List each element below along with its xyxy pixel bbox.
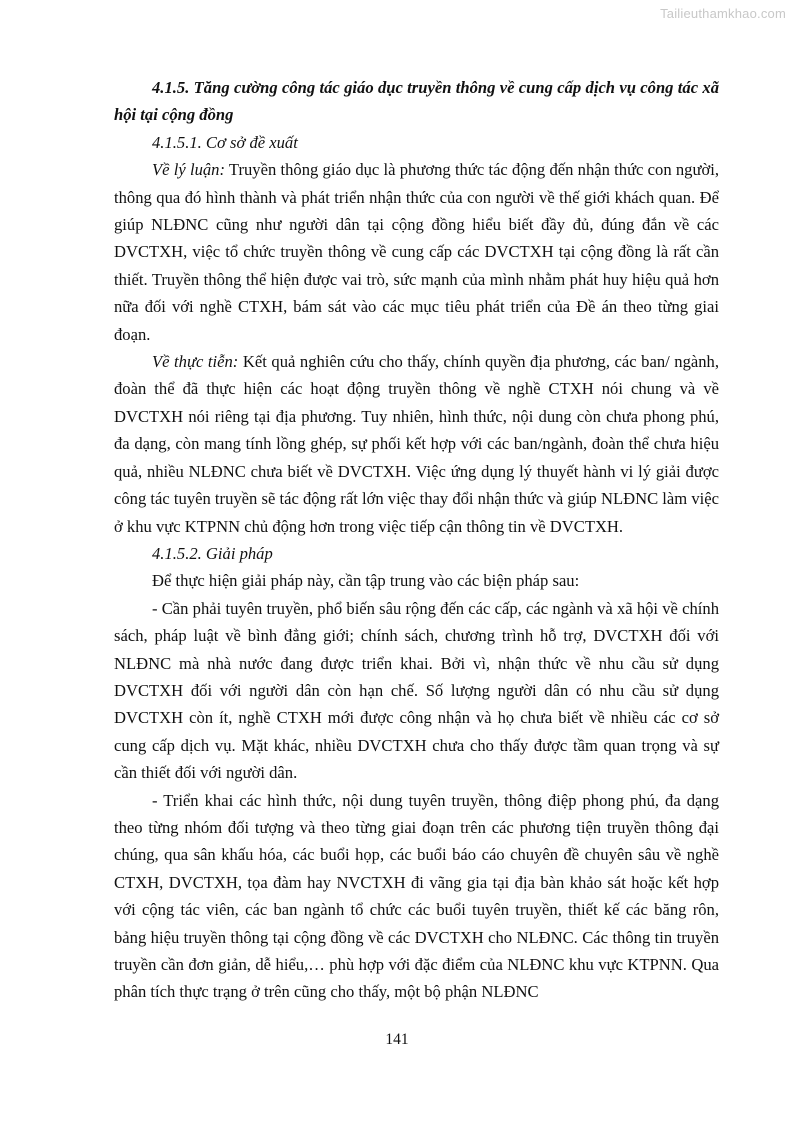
section-heading: 4.1.5. Tăng cường công tác giáo dục truyền thông về cung cấp dịch vụ công tác xã hội tại cộng đồng — [114, 78, 719, 125]
paragraph-theory-text: Truyền thông giáo dục là phương thức tác động đến nhận thức con người, thông qua đó hình thành và phát triển nhận thức của con người về thế giới khách quan. Để giúp NLĐNC cũng như người dân tại cộng đồng hiểu biết đầy đủ, đúng đắn về các DVCTXH, việc tổ chức truyền thông về cung cấp các DVCTXH tại cộng đồng là rất cần thiết. Truyền thông thể hiện được vai trò, sức mạnh của mình nhằm phát huy hiệu quả hơn nữa đối với nghề CTXH, bám sát vào các mục tiêu phát triển của Đề án theo từng giai đoạn. — [114, 160, 719, 344]
paragraph-intro: Để thực hiện giải pháp này, cần tập trung vào các biện pháp sau: — [152, 571, 580, 591]
document-body — [114, 74, 719, 1006]
paragraph-practice-lead: Về thực tiễn: — [152, 352, 239, 372]
paragraph-theory-lead: Về lý luận: — [152, 160, 225, 180]
watermark: Tailieuthamkhao.com — [660, 6, 786, 21]
subsection-heading-solution: 4.1.5.2. Giải pháp — [152, 543, 273, 563]
paragraph-practice-text: Kết quả nghiên cứu cho thấy, chính quyền địa phương, các ban/ ngành, đoàn thể đã thực hiện các hoạt động truyền thông về nghề CTXH nói chung và về DVCTXH nói riêng tại địa phương. Tuy nhiên, hình thức, nội dung còn chưa phong phú, đa dạng, còn mang tính lồng ghép, sự phối kết hợp với các ban/ngành, đoàn thể chưa hiệu quả, nhiều NLĐNC chưa biết về DVCTXH. Việc ứng dụng lý thuyết hành vi lý giải được công tác tuyên truyền sẽ tác động rất lớn việc thay đổi nhận thức và giúp NLĐNC làm việc ở khu vực KTPNN chủ động hơn trong việc tiếp cận thông tin về DVCTXH. — [114, 352, 719, 536]
subsection-heading-basis: 4.1.5.1. Cơ sở đề xuất — [152, 132, 298, 152]
paragraph-practice — [114, 348, 719, 540]
page-number: 141 — [385, 1031, 409, 1048]
paragraph-bullet-2: - Triển khai các hình thức, nội dung tuyên truyền, thông điệp phong phú, đa dạng theo từng nhóm đối tượng và theo từng giai đoạn trên các phương tiện truyền thông đại chúng, qua sân khấu hóa, các buổi họp, các buổi báo cáo chuyên đề chuyên sâu về nghề CTXH, DVCTXH, tọa đàm hay NVCTXH đi vãng gia tại địa bàn khảo sát hoặc kết hợp với cộng tác viên, các ban ngành tổ chức các buổi tuyên truyền, thiết kế các băng rôn, bảng hiệu truyền thông tại cộng đồng về các DVCTXH cho NLĐNC. Các thông tin truyền truyền cần đơn giản, dễ hiểu,… phù hợp với đặc điểm của NLĐNC khu vực KTPNN. Qua phân tích thực trạng ở trên cũng cho thấy, một bộ phận NLĐNC — [114, 790, 719, 1002]
paragraph-bullet-1: - Cần phải tuyên truyền, phổ biến sâu rộng đến các cấp, các ngành và xã hội về chính sách, pháp luật về bình đẳng giới; chính sách, chương trình hỗ trợ, DVCTXH đối với NLĐNC mà nhà nước đang được triển khai. Bởi vì, nhận thức về nhu cầu sử dụng DVCTXH đối với người dân còn hạn chế. Số lượng người dân có nhu cầu sử dụng DVCTXH còn ít, nghề CTXH mới được công nhận và họ chưa biết về nhiều các cơ sở cung cấp dịch vụ. Mặt khác, nhiều DVCTXH chưa cho thấy được tầm quan trọng và sự cần thiết đối với người dân. — [114, 598, 719, 783]
paragraph-theory — [114, 156, 719, 348]
